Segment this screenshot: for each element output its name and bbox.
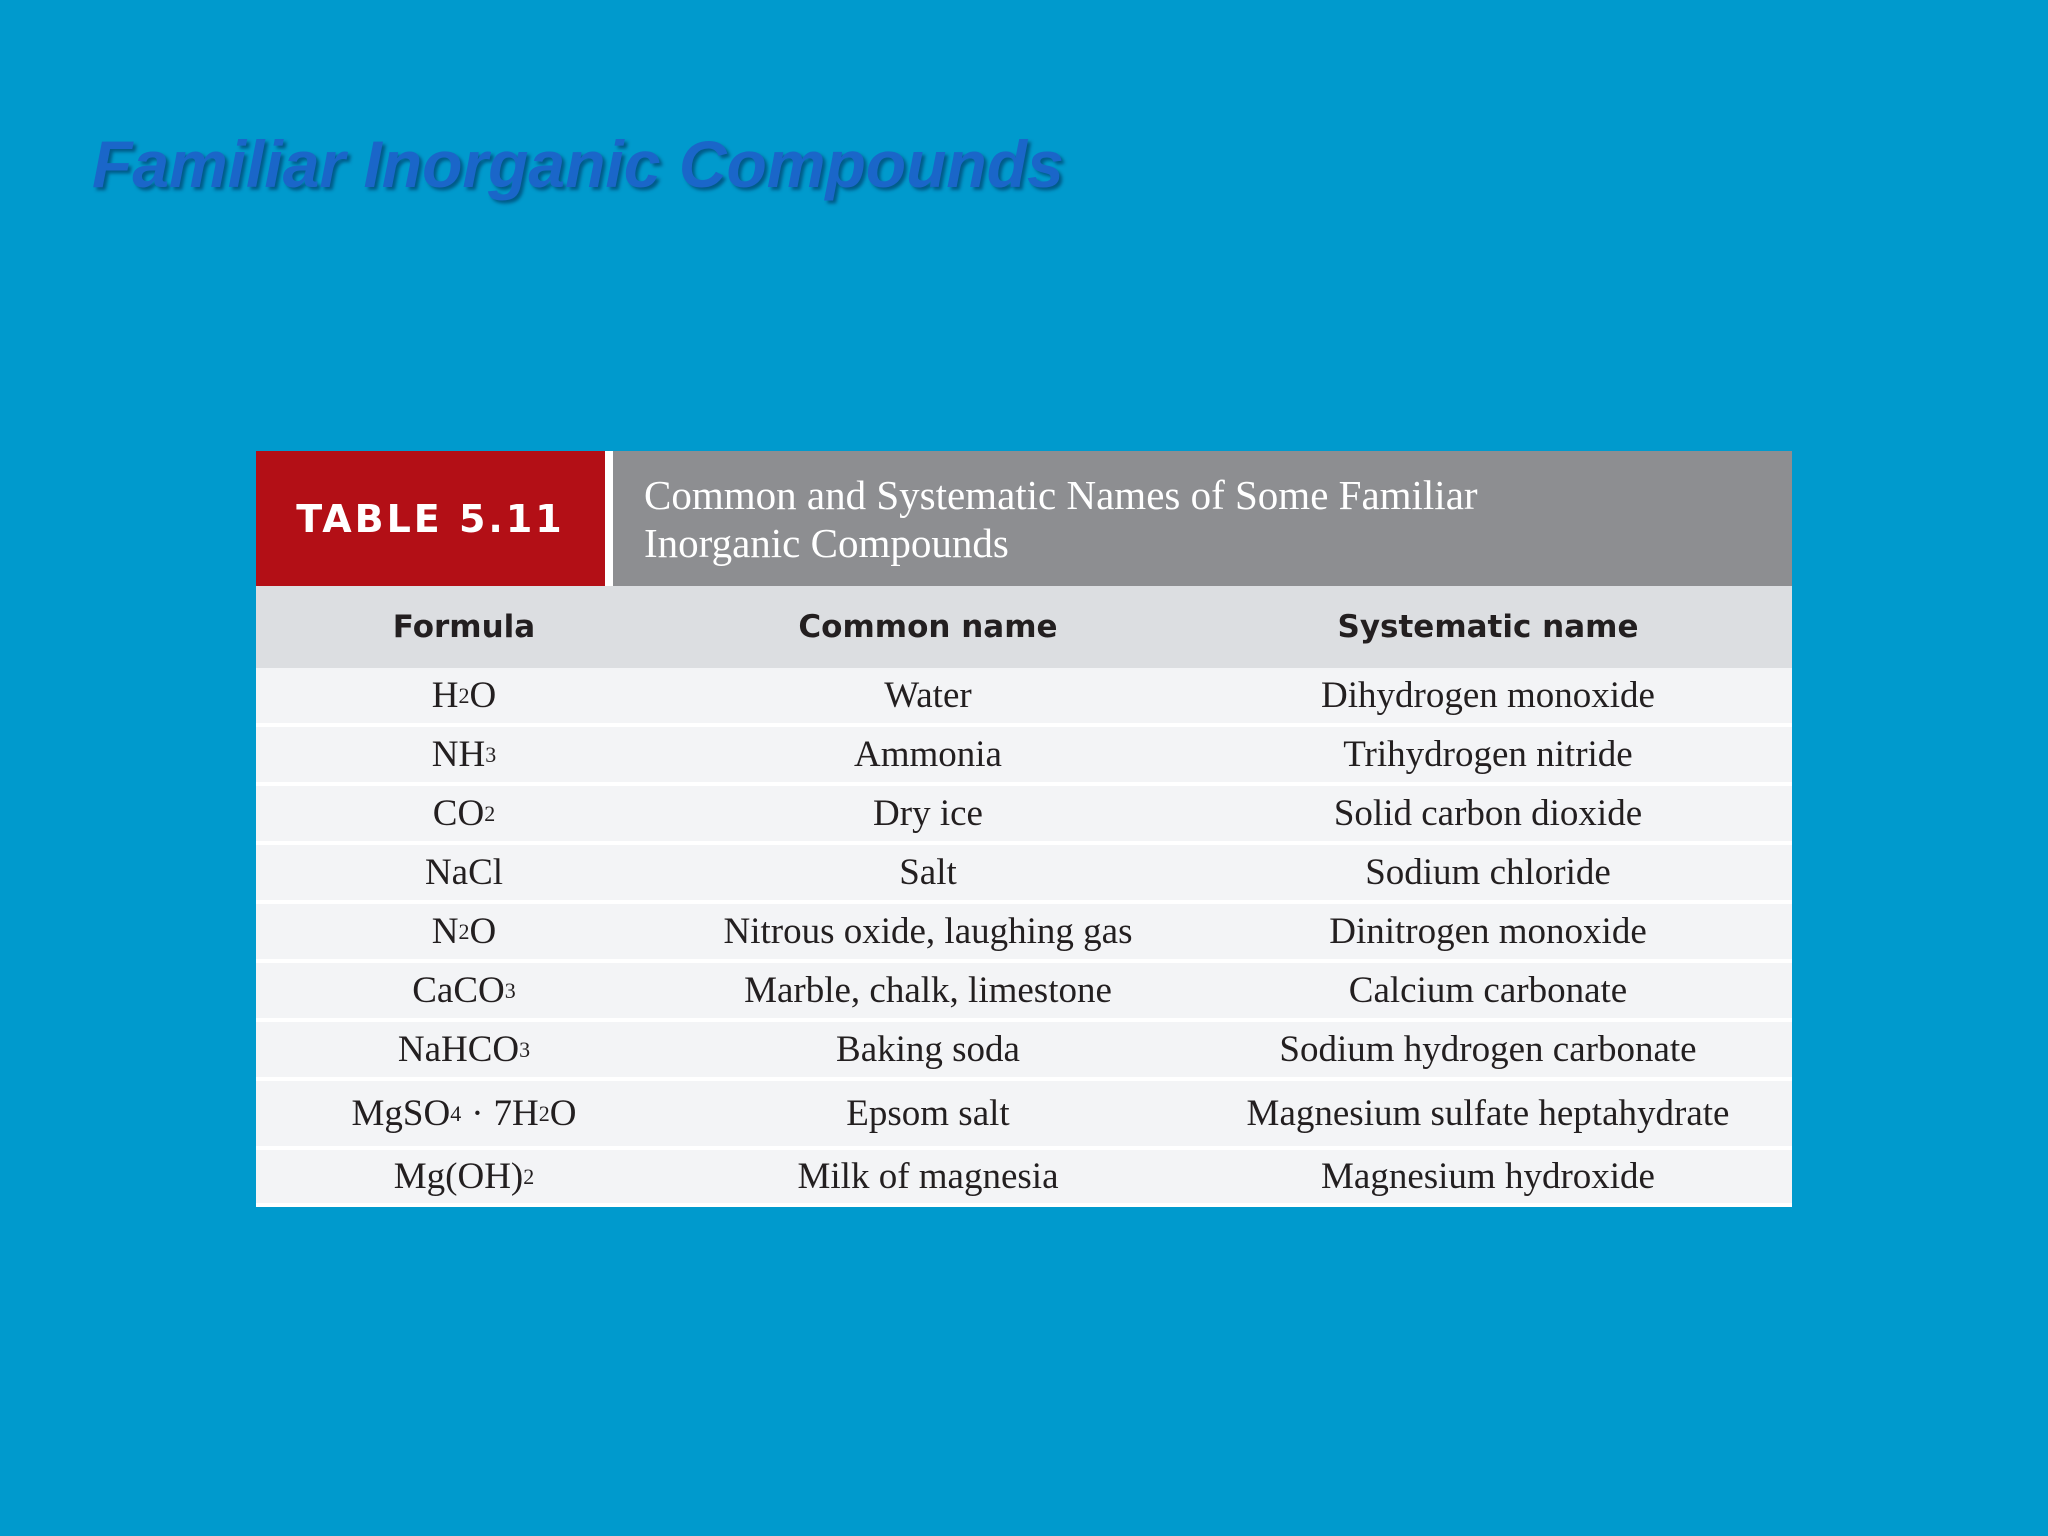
table-row — [256, 845, 1792, 904]
header-divider — [605, 451, 613, 586]
formula-cell: CaCO 3 — [412, 970, 516, 1011]
systematic-name-cell: Calcium carbonate — [1348, 970, 1628, 1011]
formula-text: CaCO — [412, 970, 505, 1011]
common-name-cell: Nitrous oxide, laughing gas — [723, 911, 1133, 952]
table-header-bar — [256, 451, 1792, 586]
systematic-name-cell: Magnesium sulfate heptahydrate — [1246, 1093, 1730, 1134]
common-name-cell: Salt — [899, 852, 957, 893]
common-name-cell: Dry ice — [873, 793, 983, 834]
formula-cell: Mg(OH) 2 — [393, 1156, 535, 1197]
formula-cell — [256, 845, 672, 900]
formula-text: 7H — [493, 1093, 539, 1134]
common-name-cell: Baking soda — [836, 1029, 1020, 1070]
common-name-cell: Ammonia — [854, 734, 1002, 775]
formula-text: NaHCO — [397, 1029, 520, 1070]
formula-text: MgSO — [351, 1093, 451, 1134]
formula-text: NH — [431, 734, 486, 775]
table-caption-line-1: Common and Systematic Names of Some Familiar — [644, 472, 1478, 518]
table-row — [256, 668, 1792, 727]
systematic-name-cell: Trihydrogen nitride — [1343, 734, 1633, 775]
formula-text: CO — [432, 793, 485, 834]
systematic-name-cell: Dinitrogen monoxide — [1329, 911, 1647, 952]
hydrate-dot: · — [471, 1093, 484, 1134]
compounds-table — [256, 451, 1792, 1207]
table-row — [256, 904, 1792, 963]
table-row — [256, 786, 1792, 845]
column-header-row — [256, 586, 1792, 668]
common-name-cell: Water — [884, 675, 972, 716]
systematic-name-cell: Magnesium hydroxide — [1321, 1156, 1655, 1197]
table-row — [256, 1150, 1792, 1207]
common-name-cell: Epsom salt — [846, 1093, 1010, 1134]
table-row — [256, 1081, 1792, 1150]
systematic-name-cell: Dihydrogen monoxide — [1321, 675, 1655, 716]
formula-cell: MgSO 4 · 7H 2 O — [351, 1093, 577, 1134]
column-header-systematic-name: Systematic name — [1337, 609, 1639, 645]
formula-cell: N 2 O — [431, 911, 497, 952]
table-row — [256, 963, 1792, 1022]
table-body — [256, 668, 1792, 1207]
slide-title: Familiar Inorganic Compounds — [92, 127, 1064, 201]
column-header-common-name: Common name — [798, 609, 1058, 645]
formula-text: NaCl — [424, 852, 504, 893]
systematic-name-cell: Solid carbon dioxide — [1333, 793, 1643, 834]
formula-text: O — [469, 675, 497, 716]
formula-cell: CO 2 — [432, 793, 496, 834]
common-name-cell: Milk of magnesia — [797, 1156, 1059, 1197]
systematic-name-cell: Sodium chloride — [1365, 852, 1611, 893]
systematic-name-cell: Sodium hydrogen carbonate — [1279, 1029, 1697, 1070]
table-row — [256, 727, 1792, 786]
table-caption — [613, 451, 1792, 586]
formula-text: H — [431, 675, 459, 716]
column-header-formula: Formula — [392, 609, 536, 645]
formula-text: Mg(OH) — [393, 1156, 524, 1197]
formula-text: O — [549, 1093, 577, 1134]
table-caption-line-2: Inorganic Compounds — [644, 520, 1009, 566]
table-row — [256, 1022, 1792, 1081]
common-name-cell: Marble, chalk, limestone — [744, 970, 1112, 1011]
table-label: TABLE 5.11 — [256, 451, 605, 586]
formula-cell: NH 3 — [431, 734, 497, 775]
formula-text: O — [469, 911, 497, 952]
formula-cell: NaHCO 3 — [397, 1029, 531, 1070]
formula-text: N — [431, 911, 459, 952]
formula-cell: H 2 O — [431, 675, 497, 716]
